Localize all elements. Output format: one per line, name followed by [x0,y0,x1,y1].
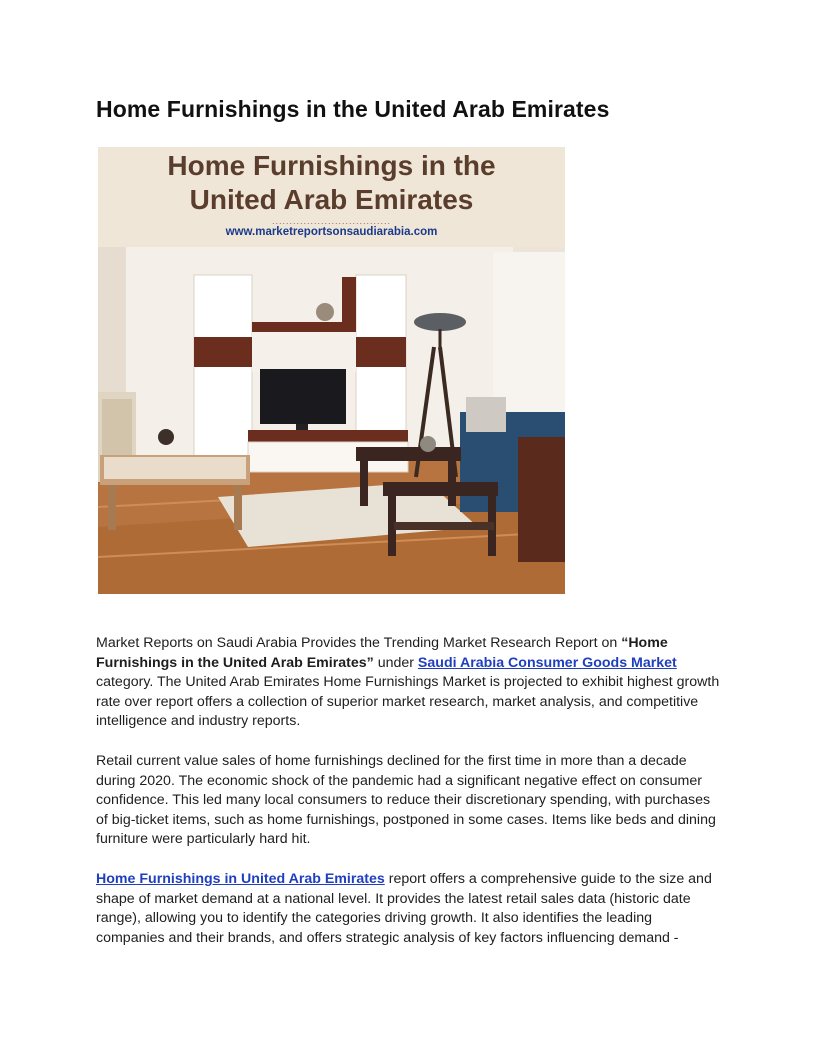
banner-website: www.marketreportsonsaudiarabia.com [225,226,438,238]
under-text: under [373,654,418,671]
intro-text: Market Reports on Saudi Arabia Provides the Trending Market Research Report on [96,635,622,651]
paragraph-intro [96,634,724,732]
overview-text: report offers a comprehensive guide to the size and shape of market demand at a national level. It provides the latest retail sales data (historic date range), allowing you to identify the categories driving growth. It also identifies the leading companies and their brands, and offers strategic analysis of key factors influencing demand - [96,871,712,946]
banner-divider: .................................. [271,216,392,226]
hero-banner [98,147,565,247]
paragraph-report-overview [96,870,724,948]
paragraph-retail-sales: Retail current value sales of home furnishings declined for the first time in more than a decade during 2020. The economic shock of the pandemic had a significant negative effect on consumer confidence. This led many local consumers to reduce their discretionary spending, with purchases of big-ticket items, such as home furnishings, postponed in some cases. Items like beds and dining furniture were particularly hard hit. [96,753,716,848]
hero-image [98,147,565,594]
banner-title-line1: Home Furnishings in the [167,150,496,181]
report-name: “Home Furnishings in the United Arab Emirates” [96,635,668,671]
consumer-goods-market-link[interactable]: Saudi Arabia Consumer Goods Market [417,654,677,671]
banner-title-line2: United Arab Emirates [189,184,474,215]
page-title: Home Furnishings in the United Arab Emirates [96,96,610,122]
intro-rest: category. The United Arab Emirates Home Furnishings Market is projected to exhibit highest growth rate over report offers a collection of superior market research, market analysis, and competitive intelligence and industry reports. [96,674,720,730]
home-furnishings-report-link[interactable]: Home Furnishings in United Arab Emirates [96,871,385,887]
